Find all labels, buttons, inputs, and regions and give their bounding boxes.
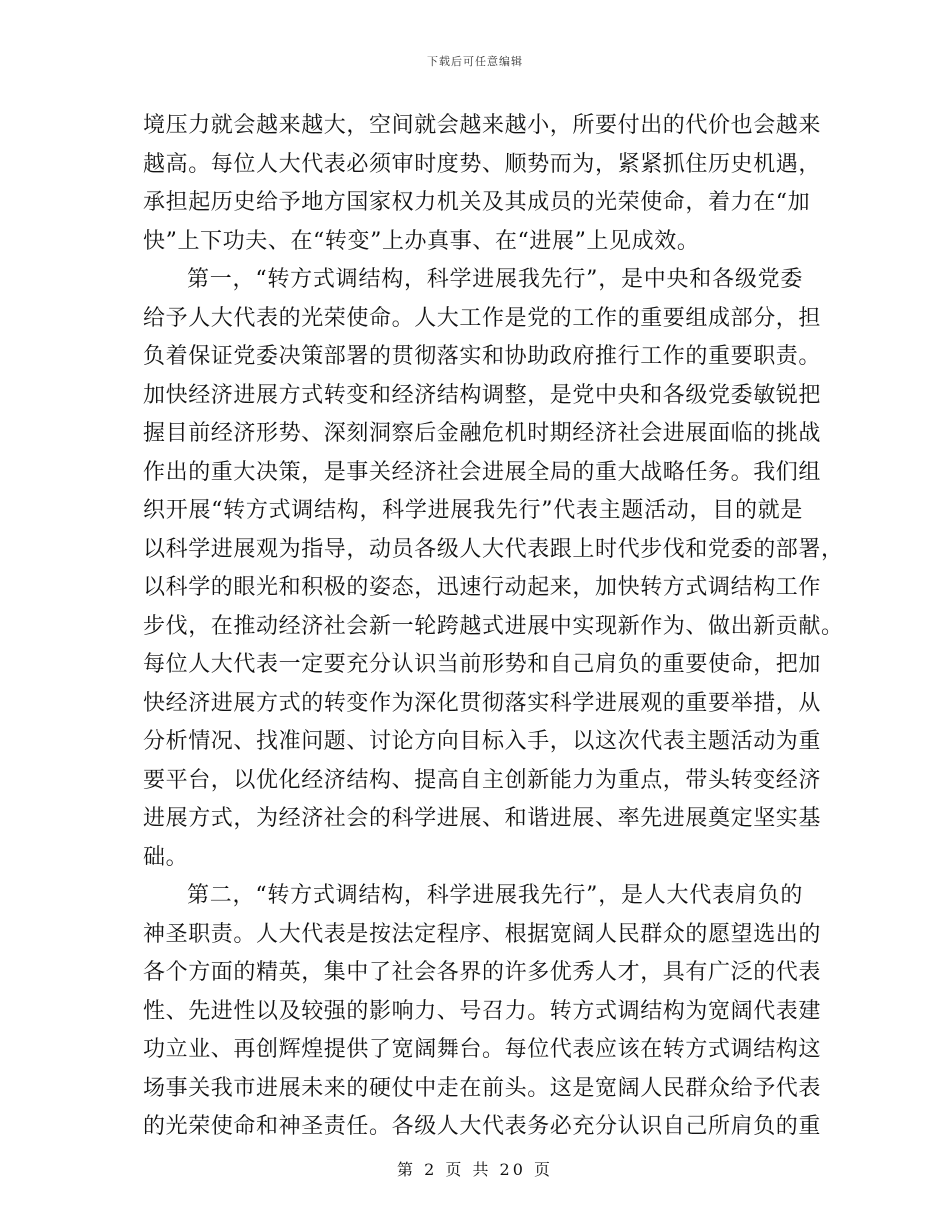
text-line: 步伐，在推动经济社会新一轮跨越式进展中实现新作为、做出新贡献。 bbox=[143, 613, 844, 639]
text-line: 境压力就会越来越大，空间就会越来越小，所要付出的代价也会越来 bbox=[143, 113, 822, 138]
paragraph-start-line: 第二，“转方式调结构，科学进展我先行”，是人大代表肩负的 bbox=[187, 883, 803, 908]
text-line: 承担起历史给予地方国家权力机关及其成员的光荣使命，着力在“加 bbox=[143, 190, 811, 215]
text-line: 以科学的眼光和积极的姿态，迅速行动起来，加快转方式调结构工作 bbox=[143, 575, 822, 600]
text-line: 神圣职责。人大代表是按法定程序、根据宽阔人民群众的愿望选出的 bbox=[143, 921, 822, 947]
text-line: 性、先进性以及较强的影响力、号召力。转方式调结构为宽阔代表建 bbox=[143, 998, 822, 1024]
text-line: 负着保证党委决策部署的贯彻落实和协助政府推行工作的重要职责。 bbox=[143, 344, 822, 369]
text-line: 功立业、再创辉煌提供了宽阔舞台。每位代表应该在转方式调结构这 bbox=[143, 1037, 822, 1062]
text-line: 作出的重大决策，是事关经济社会进展全局的重大战略任务。我们组 bbox=[143, 459, 822, 485]
text-line: 的光荣使命和神圣责任。各级人大代表务必充分认识自己所肩负的重 bbox=[143, 1114, 822, 1139]
text-line: 快”上下功夫、在“转变”上办真事、在“进展”上见成效。 bbox=[143, 228, 700, 254]
text-line: 加快经济进展方式转变和经济结构调整，是党中央和各级党委敏锐把 bbox=[143, 382, 822, 408]
text-line: 每位人大代表一定要充分认识当前形势和自己肩负的重要使命，把加 bbox=[143, 652, 822, 677]
text-line: 场事关我市进展未来的硬仗中走在前头。这是宽阔人民群众给予代表 bbox=[143, 1075, 822, 1101]
text-line: 础。 bbox=[143, 844, 189, 870]
text-line: 越高。每位人大代表必须审时度势、顺势而为，紧紧抓住历史机遇， bbox=[143, 151, 822, 177]
document-body bbox=[143, 107, 844, 1147]
text-line: 进展方式，为经济社会的科学进展、和谐进展、率先进展奠定坚实基 bbox=[143, 806, 822, 831]
text-line: 织开展“转方式调结构，科学进展我先行”代表主题活动，目的就是 bbox=[143, 498, 803, 523]
text-line: 分析情况、找准问题、讨论方向目标入手，以这次代表主题活动为重 bbox=[143, 729, 822, 754]
page-number-footer: 第 2 页 共 20 页 bbox=[397, 1160, 553, 1179]
text-line: 各个方面的精英，集中了社会各界的许多优秀人才，具有广泛的代表 bbox=[143, 960, 822, 985]
page-header-note: 下载后可任意编辑 bbox=[427, 55, 523, 68]
text-line: 给予人大代表的光荣使命。人大工作是党的工作的重要组成部分，担 bbox=[143, 305, 822, 331]
text-line: 要平台，以优化经济结构、提高自主创新能力为重点，带头转变经济 bbox=[143, 767, 822, 793]
paragraph-start-line: 第一，“转方式调结构，科学进展我先行”，是中央和各级党委 bbox=[187, 267, 803, 292]
text-line: 以科学进展观为指导，动员各级人大代表跟上时代步伐和党委的部署， bbox=[143, 536, 844, 562]
text-line: 握目前经济形势、深刻洞察后金融危机时期经济社会进展面临的挑战 bbox=[143, 421, 822, 446]
text-line: 快经济进展方式的转变作为深化贯彻落实科学进展观的重要举措，从 bbox=[143, 690, 822, 716]
